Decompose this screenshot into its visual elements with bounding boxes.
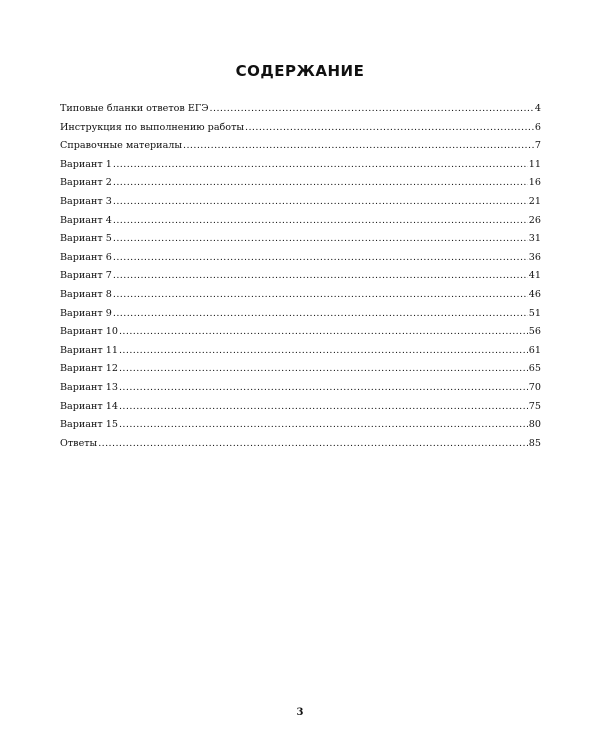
toc-entry bbox=[60, 103, 541, 122]
toc-dot-leader bbox=[119, 326, 528, 337]
toc-entry-label: Вариант 11 bbox=[60, 344, 118, 356]
toc-entry-page: 11 bbox=[528, 158, 541, 170]
toc-entry-label: Вариант 2 bbox=[60, 177, 112, 189]
toc-entry-page: 51 bbox=[528, 307, 541, 319]
page-title: СОДЕРЖАНИЕ bbox=[235, 62, 365, 80]
toc-entry-page: 36 bbox=[528, 251, 541, 263]
toc-entry bbox=[60, 215, 541, 234]
toc-entry bbox=[60, 122, 541, 141]
toc-entry bbox=[60, 419, 541, 438]
toc-entry bbox=[60, 308, 541, 327]
toc-entry-page: 31 bbox=[528, 233, 541, 245]
toc-dot-leader bbox=[119, 363, 528, 374]
toc-entry-label: Вариант 6 bbox=[60, 251, 112, 263]
toc-entry-label: Вариант 1 bbox=[60, 158, 112, 170]
toc-entry-page: 4 bbox=[534, 103, 541, 114]
toc-dot-leader bbox=[113, 233, 528, 244]
toc-dot-leader bbox=[119, 345, 528, 356]
toc-entry-page: 56 bbox=[528, 326, 541, 338]
toc-entry-label: Вариант 13 bbox=[60, 381, 118, 393]
toc-dot-leader bbox=[119, 382, 528, 393]
toc-entry-page: 41 bbox=[528, 270, 541, 282]
toc-entry-page: 80 bbox=[528, 419, 541, 431]
toc-entry-label: Вариант 9 bbox=[60, 307, 112, 319]
toc-entry-page: 85 bbox=[528, 437, 541, 449]
toc-entry bbox=[60, 140, 541, 159]
toc-dot-leader bbox=[113, 159, 528, 170]
toc-entry bbox=[60, 159, 541, 178]
toc-entry-page: 46 bbox=[528, 288, 541, 300]
toc-dot-leader bbox=[210, 103, 534, 114]
toc-entry bbox=[60, 382, 541, 401]
toc-entry-page: 16 bbox=[528, 177, 541, 189]
toc-dot-leader bbox=[113, 308, 528, 319]
toc-entry-page: 75 bbox=[528, 400, 541, 412]
toc-entry-label: Ответы bbox=[60, 437, 98, 449]
toc-dot-leader bbox=[245, 122, 534, 133]
toc-entry bbox=[60, 270, 541, 289]
toc-entry-page: 7 bbox=[534, 140, 541, 152]
toc-entry bbox=[60, 438, 541, 457]
toc-entry-page: 65 bbox=[528, 363, 541, 375]
toc-entry-label: Типовые бланки ответов ЕГЭ bbox=[60, 103, 209, 114]
toc-entry-page: 21 bbox=[528, 195, 541, 207]
toc-entry-label: Вариант 3 bbox=[60, 195, 112, 207]
toc-dot-leader bbox=[113, 177, 528, 188]
toc-entry-label: Справочные материалы bbox=[60, 140, 183, 152]
toc-entry-label: Вариант 14 bbox=[60, 400, 118, 412]
toc-entry-page: 6 bbox=[534, 121, 541, 133]
toc-entry bbox=[60, 289, 541, 308]
toc-entry-label: Вариант 4 bbox=[60, 214, 112, 226]
toc-entry bbox=[60, 326, 541, 345]
toc-entry bbox=[60, 196, 541, 215]
toc-dot-leader bbox=[119, 419, 528, 430]
toc-entry bbox=[60, 252, 541, 271]
toc-entry-label: Вариант 15 bbox=[60, 419, 118, 431]
toc-dot-leader bbox=[113, 196, 528, 207]
toc-entry-label: Вариант 12 bbox=[60, 363, 118, 375]
toc-dot-leader bbox=[113, 289, 528, 300]
toc-entry-page: 70 bbox=[528, 381, 541, 393]
toc-dot-leader bbox=[113, 252, 528, 263]
toc-dot-leader bbox=[113, 215, 528, 226]
toc-entry bbox=[60, 363, 541, 382]
toc-entry bbox=[60, 233, 541, 252]
page-number: 3 bbox=[296, 707, 304, 718]
toc-entry bbox=[60, 345, 541, 364]
toc-dot-leader bbox=[98, 438, 528, 449]
toc-dot-leader bbox=[113, 270, 528, 281]
toc-entry bbox=[60, 177, 541, 196]
toc-entry-label: Вариант 7 bbox=[60, 270, 112, 282]
toc-entry bbox=[60, 401, 541, 420]
table-of-contents bbox=[60, 103, 541, 456]
toc-entry-label: Вариант 8 bbox=[60, 288, 112, 300]
toc-entry-label: Инструкция по выполнению работы bbox=[60, 121, 245, 133]
toc-dot-leader bbox=[183, 140, 534, 151]
toc-entry-page: 26 bbox=[528, 214, 541, 226]
toc-entry-label: Вариант 5 bbox=[60, 233, 112, 245]
toc-entry-page: 61 bbox=[528, 344, 541, 356]
toc-dot-leader bbox=[119, 401, 528, 412]
toc-entry-label: Вариант 10 bbox=[60, 326, 118, 338]
